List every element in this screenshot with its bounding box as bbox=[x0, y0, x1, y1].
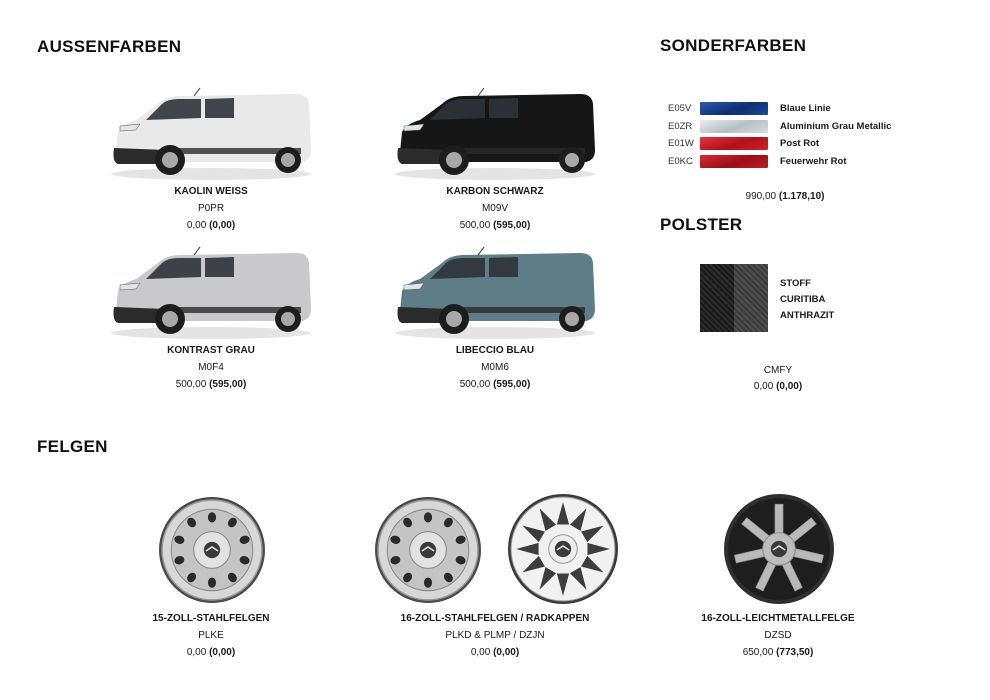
van-image bbox=[390, 243, 600, 343]
special-color-price: 990,00 (1.178,10) bbox=[745, 191, 825, 202]
special-color-name: Blaue Linie bbox=[780, 102, 831, 114]
color-card-libeccio-blau[interactable] bbox=[380, 243, 610, 390]
upholstery-code: CMFY bbox=[763, 365, 793, 376]
special-color-chip bbox=[700, 102, 768, 115]
special-color-chip bbox=[700, 155, 768, 168]
van-image bbox=[106, 243, 316, 343]
color-name: KONTRAST GRAU bbox=[167, 345, 255, 356]
wheel-price: 0,00 (0,00) bbox=[186, 647, 236, 658]
wheel-price: 650,00 (773,50) bbox=[742, 647, 814, 658]
color-name: KARBON SCHWARZ bbox=[446, 186, 544, 197]
color-card-kontrast-grau[interactable] bbox=[96, 243, 326, 390]
special-color-feuerwehr-rot[interactable] bbox=[668, 154, 847, 168]
wheel-image-hubcap bbox=[508, 494, 618, 604]
special-color-aluminium-grau[interactable] bbox=[668, 119, 891, 133]
wheel-name: 16-ZOLL-STAHLFELGEN / RADKAPPEN bbox=[400, 613, 590, 624]
section-title-rims: FELGEN bbox=[37, 437, 108, 456]
wheel-name: 15-ZOLL-STAHLFELGEN bbox=[152, 613, 270, 624]
color-price: 500,00 (595,00) bbox=[175, 379, 247, 390]
wheel-code: PLKE bbox=[198, 630, 224, 641]
wheel-name: 16-ZOLL-LEICHTMETALLFELGE bbox=[701, 613, 855, 624]
wheel-code: PLKD & PLMP / DZJN bbox=[445, 630, 545, 641]
wheel-code: DZSD bbox=[764, 630, 792, 641]
wheel-price: 0,00 (0,00) bbox=[470, 647, 520, 658]
section-title-upholstery: POLSTER bbox=[660, 215, 743, 234]
color-card-kaolin-weiss[interactable] bbox=[96, 84, 326, 231]
special-color-post-rot[interactable] bbox=[668, 136, 819, 150]
color-name: KAOLIN WEISS bbox=[174, 186, 248, 197]
upholstery-price: 0,00 (0,00) bbox=[753, 381, 803, 392]
section-title-exterior: AUSSENFARBEN bbox=[37, 37, 182, 56]
color-price: 0,00 (0,00) bbox=[186, 220, 236, 231]
upholstery-label: STOFF CURITIBA ANTHRAZIT bbox=[780, 278, 835, 321]
color-code: M09V bbox=[481, 203, 509, 214]
van-image bbox=[390, 84, 600, 184]
special-color-code: E0ZR bbox=[668, 120, 693, 132]
color-name: LIBECCIO BLAU bbox=[455, 345, 535, 356]
wheel-card-15-steel[interactable] bbox=[111, 613, 311, 658]
special-color-name: Aluminium Grau Metallic bbox=[780, 120, 892, 132]
color-card-karbon-schwarz[interactable] bbox=[380, 84, 610, 231]
special-color-code: E05V bbox=[668, 102, 692, 114]
upholstery-swatch[interactable] bbox=[700, 264, 768, 332]
wheel-image-steel-16 bbox=[375, 497, 481, 603]
color-code: P0PR bbox=[197, 203, 225, 214]
section-title-special: SONDERFARBEN bbox=[660, 36, 807, 55]
special-color-name: Feuerwehr Rot bbox=[780, 155, 847, 167]
special-color-name: Post Rot bbox=[780, 137, 820, 149]
color-price: 500,00 (595,00) bbox=[459, 379, 531, 390]
special-color-blaue-linie[interactable] bbox=[668, 101, 831, 115]
special-color-code: E01W bbox=[668, 137, 694, 149]
color-code: M0M6 bbox=[481, 362, 509, 373]
van-image bbox=[106, 84, 316, 184]
special-color-chip bbox=[700, 137, 768, 150]
wheel-image-steel-15 bbox=[159, 497, 265, 603]
wheel-card-16-alloy[interactable] bbox=[678, 613, 878, 658]
wheel-card-16-steel-hubcap[interactable] bbox=[375, 613, 615, 658]
wheel-image-alloy bbox=[724, 494, 834, 604]
color-code: M0F4 bbox=[198, 362, 224, 373]
special-color-chip bbox=[700, 120, 768, 133]
color-price: 500,00 (595,00) bbox=[459, 220, 531, 231]
special-color-code: E0KC bbox=[668, 155, 693, 167]
